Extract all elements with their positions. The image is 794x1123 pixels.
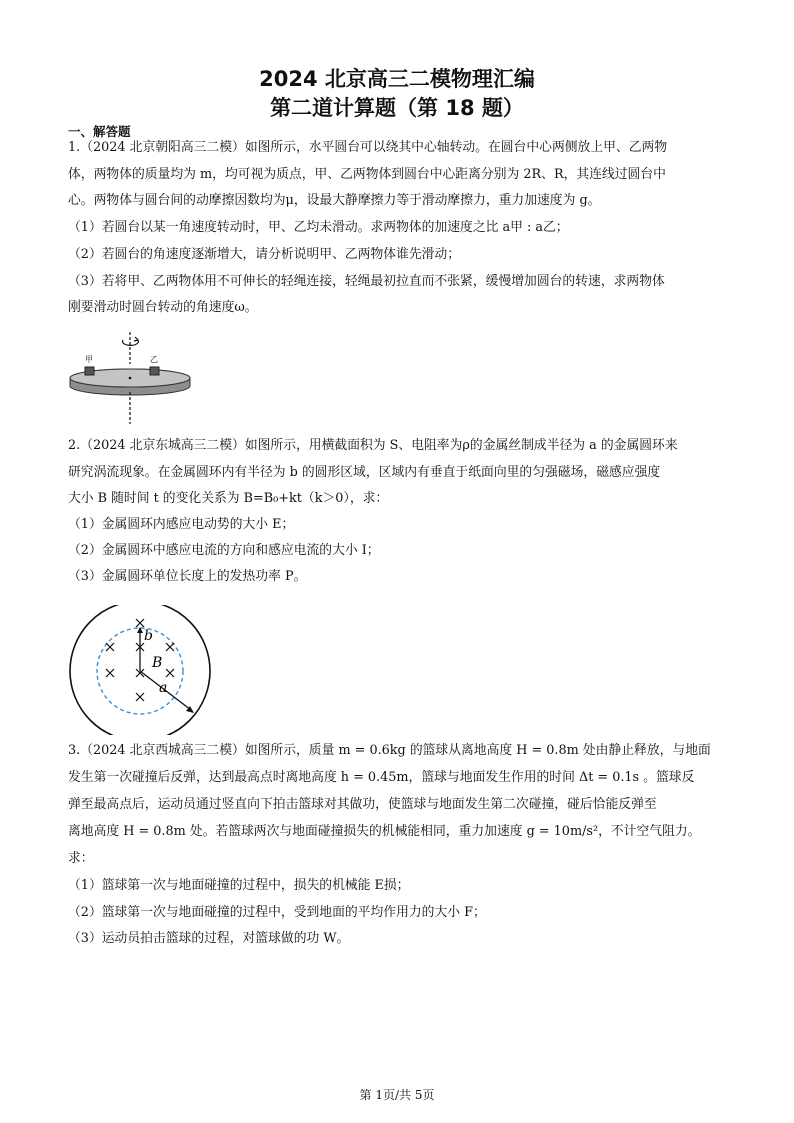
q2-part-2: （2）金属圆环中感应电流的方向和感应电流的大小 I； [68, 543, 380, 558]
q1-line-2: 体，两物体的质量均为 m，均可视为质点，甲、乙两物体到圆台中心距离分别为 2R、R，其连线过圆台中 [68, 167, 666, 182]
turntable-figure [68, 330, 196, 426]
label-yi: 乙 [150, 355, 158, 364]
document-title: 2024 北京高三二模物理汇编 [259, 67, 535, 91]
q3-line-3: 弹至最高点后，运动员通过竖直向下拍击篮球对其做功，使篮球与地面发生第二次碰撞，碰后恰能反弹至 [68, 797, 657, 812]
q2-line-1: 2.（2024 北京东城高三二模）如图所示，用横截面积为 S、电阻率为ρ的金属丝制成半径为 a 的金属圆环来 [68, 438, 678, 453]
label-B: B [152, 655, 163, 671]
q1-part-1: （1）若圆台以某一角速度转动时，甲、乙均未滑动。求两物体的加速度之比 a甲 : a乙； [68, 220, 569, 235]
q3-part-1: （1）篮球第一次与地面碰撞的过程中，损失的机械能 E损； [68, 878, 410, 893]
q1-part-3: （3）若将甲、乙两物体用不可伸长的轻绳连接，轻绳最初拉直而不张紧，缓慢增加圆台的转速，求两物体 [68, 274, 665, 289]
q2-line-2: 研究涡流现象。在金属圆环内有半径为 b 的圆形区域，区域内有垂直于纸面向里的匀强磁场，磁感应强度 [68, 465, 661, 480]
q1-line-3: 心。两物体与圆台间的动摩擦因数均为μ，设最大静摩擦力等于滑动摩擦力，重力加速度为 g。 [68, 193, 601, 208]
q2-part-1: （1）金属圆环内感应电动势的大小 E； [68, 517, 295, 532]
q1-part-2: （2）若圆台的角速度逐渐增大，请分析说明甲、乙两物体谁先滑动； [68, 247, 461, 262]
q3-part-2: （2）篮球第一次与地面碰撞的过程中，受到地面的平均作用力的大小 F； [68, 905, 486, 920]
document-subtitle: 第二道计算题（第 18 题） [270, 96, 524, 120]
q3-line-2: 发生第一次碰撞后反弹，达到最高点时离地高度 h = 0.45m，篮球与地面发生作用的时间 Δt = 0.1s 。篮球反 [68, 770, 695, 785]
q3-part-3: （3）运动员拍击篮球的过程，对篮球做的功 W。 [68, 931, 350, 946]
page-footer: 第 1页/共 5页 [359, 1088, 435, 1102]
q1-part-3-cont: 刚要滑动时圆台转动的角速度ω。 [68, 300, 258, 315]
section-heading: 一、解答题 [68, 124, 131, 139]
label-jia: 甲 [85, 355, 93, 364]
q3-line-1: 3.（2024 北京西城高三二模）如图所示，质量 m = 0.6kg 的篮球从离地高度 H = 0.8m 处由静止释放，与地面 [68, 743, 711, 758]
q2-line-3: 大小 B 随时间 t 的变化关系为 B=B₀+kt（k＞0），求： [68, 491, 389, 506]
label-a: a [159, 680, 168, 696]
q1-line-1: 1.（2024 北京朝阳高三二模）如图所示，水平圆台可以绕其中心轴转动。在圆台中心两侧放上甲、乙两物 [68, 140, 668, 155]
ring-field-figure [66, 605, 216, 735]
q2-part-3: （3）金属圆环单位长度上的发热功率 P。 [68, 569, 307, 584]
q3-line-5: 求： [68, 851, 94, 866]
label-b: b [144, 628, 153, 644]
q3-line-4: 离地高度 H = 0.8m 处。若篮球两次与地面碰撞损失的机械能相同，重力加速度 g = 10m/s²，不计空气阻力。 [68, 824, 701, 839]
